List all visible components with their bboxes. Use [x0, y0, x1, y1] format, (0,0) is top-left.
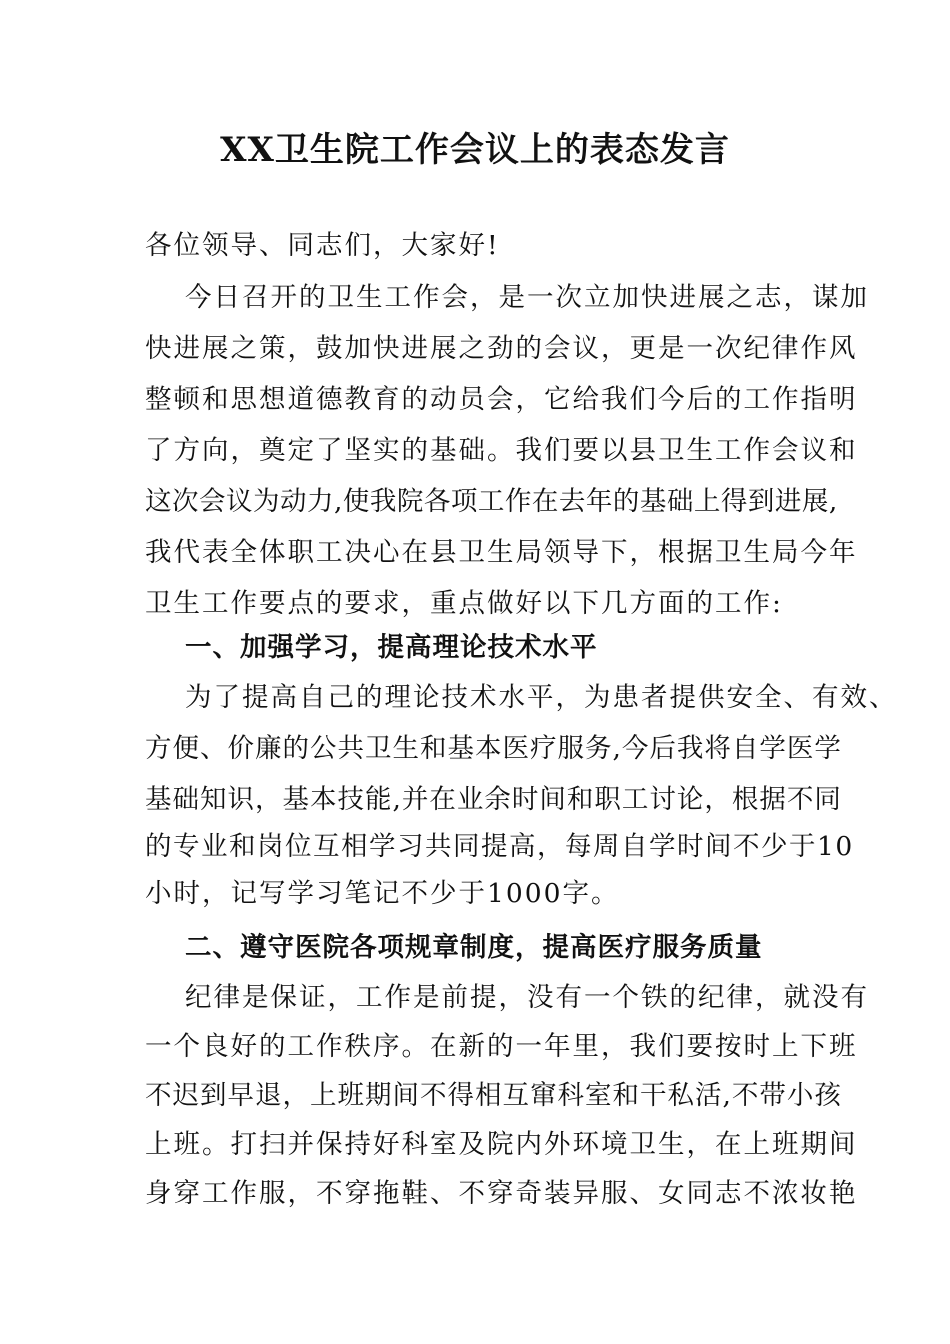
paragraph-line: 为了提高自己的理论技术水平，为患者提供安全、有效、	[185, 682, 898, 713]
paragraph-line: 基础知识，基本技能,并在业余时间和职工讨论，根据不同	[145, 784, 842, 815]
paragraph-line: 我代表全体职工决心在县卫生局领导下，根据卫生局今年	[145, 537, 858, 568]
paragraph-line: 今日召开的卫生工作会，是一次立加快进展之志，谋加	[185, 282, 869, 313]
paragraph-line: 不迟到早退，上班期间不得相互窜科室和干私活,不带小孩	[145, 1080, 842, 1111]
paragraph-line: 这次会议为动力,使我院各项工作在去年的基础上得到进展,	[145, 486, 838, 517]
paragraph-line: 快进展之策，鼓加快进展之劲的会议，更是一次纪律作风	[145, 333, 858, 364]
paragraph-line: 纪律是保证，工作是前提，没有一个铁的纪律，就没有	[185, 982, 869, 1013]
greeting-line: 各位领导、同志们，大家好!	[145, 230, 500, 261]
paragraph-line: 方便、价廉的公共卫生和基本医疗服务,今后我将自学医学	[145, 733, 842, 764]
document-title: XX卫生院工作会议上的表态发言	[220, 130, 730, 170]
paragraph-line: 小时，记写学习笔记不少于1000字。	[145, 878, 620, 909]
paragraph-line: 了方向，奠定了坚实的基础。我们要以县卫生工作会议和	[145, 435, 858, 466]
paragraph-line: 身穿工作服，不穿拖鞋、不穿奇装异服、女同志不浓妆艳	[145, 1178, 858, 1209]
paragraph-line: 整顿和思想道德教育的动员会，它给我们今后的工作指明	[145, 384, 858, 415]
section-heading: 二、遵守医院各项规章制度，提高医疗服务质量	[185, 932, 763, 963]
paragraph-line: 卫生工作要点的要求，重点做好以下几方面的工作:	[145, 588, 783, 619]
paragraph-line: 上班。打扫并保持好科室及院内外环境卫生，在上班期间	[145, 1129, 858, 1160]
paragraph-line: 的专业和岗位互相学习共同提高，每周自学时间不少于10	[145, 831, 854, 862]
paragraph-line: 一个良好的工作秩序。在新的一年里，我们要按时上下班	[145, 1031, 858, 1062]
section-heading: 一、加强学习，提高理论技术水平	[185, 632, 598, 663]
